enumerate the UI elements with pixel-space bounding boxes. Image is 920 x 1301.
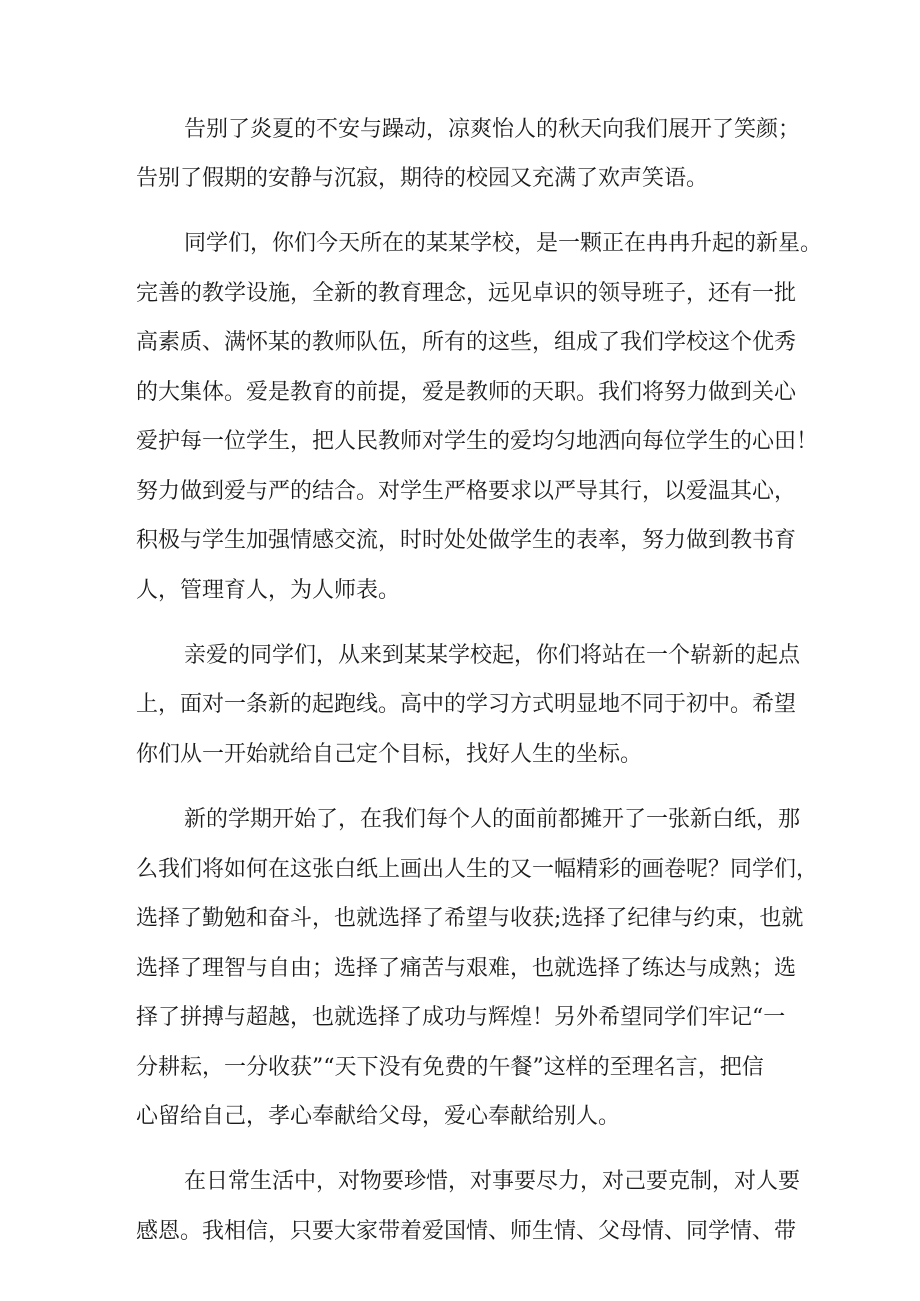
paragraph-line: 感恩。我相信，只要大家带着爱国情、师生情、父母情、同学情、带	[136, 1219, 797, 1244]
paragraph-line: 选择了理智与自由；选择了痛苦与艰难，也就选择了练达与成熟；选	[136, 956, 797, 981]
paragraph-line: 上，面对一条新的起跑线。高中的学习方式明显地不同于初中。希望	[136, 692, 797, 717]
paragraph-line: 人，管理育人，为人师表。	[136, 578, 401, 603]
paragraph-line: 高素质、满怀某的教师队伍，所有的这些，组成了我们学校这个优秀	[136, 330, 797, 355]
paragraph-line: 告别了炎夏的不安与躁动，凉爽怡人的秋天向我们展开了笑颜；	[184, 117, 801, 142]
paragraph-line: 同学们，你们今天所在的某某学校，是一颗正在冉冉升起的新星。	[184, 231, 823, 256]
paragraph-line: 爱护每一位学生，把人民教师对学生的爱均匀地洒向每位学生的心田！	[136, 429, 819, 454]
paragraph-line: 新的学期开始了，在我们每个人的面前都摊开了一张新白纸，那	[184, 807, 801, 832]
paragraph-line: 亲爱的同学们，从来到某某学校起，你们将站在一个崭新的起点	[184, 643, 801, 668]
paragraph-line: 选择了勤勉和奋斗，也就选择了希望与收获;选择了纪律与约束，也就	[136, 906, 804, 931]
paragraph-line: 心留给自己，孝心奉献给父母，爱心奉献给别人。	[136, 1104, 621, 1129]
paragraph-line: 择了拼搏与超越，也就选择了成功与辉煌！另外希望同学们牢记“一	[136, 1005, 786, 1030]
paragraph-line: 么我们将如何在这张白纸上画出人生的又一幅精彩的画卷呢？同学们，	[136, 857, 819, 882]
paragraph-line: 告别了假期的安静与沉寂，期待的校园又充满了欢声笑语。	[136, 166, 709, 191]
paragraph-line: 你们从一开始就给自己定个目标，找好人生的坐标。	[136, 742, 643, 767]
paragraph-line: 在日常生活中，对物要珍惜，对事要尽力，对己要克制，对人要	[184, 1169, 801, 1194]
paragraph-line: 努力做到爱与严的结合。对学生严格要求以严导其行，以爱温其心，	[136, 479, 797, 504]
paragraph-line: 完善的教学设施，全新的教育理念，远见卓识的领导班子，还有一批	[136, 281, 797, 306]
paragraph-line: 分耕耘，一分收获”“天下没有免费的午餐”这样的至理名言，把信	[136, 1055, 764, 1080]
paragraph-line: 的大集体。爱是教育的前提，爱是教师的天职。我们将努力做到关心	[136, 380, 797, 405]
paragraph-line: 积极与学生加强情感交流，时时处处做学生的表率，努力做到教书育	[136, 528, 797, 553]
